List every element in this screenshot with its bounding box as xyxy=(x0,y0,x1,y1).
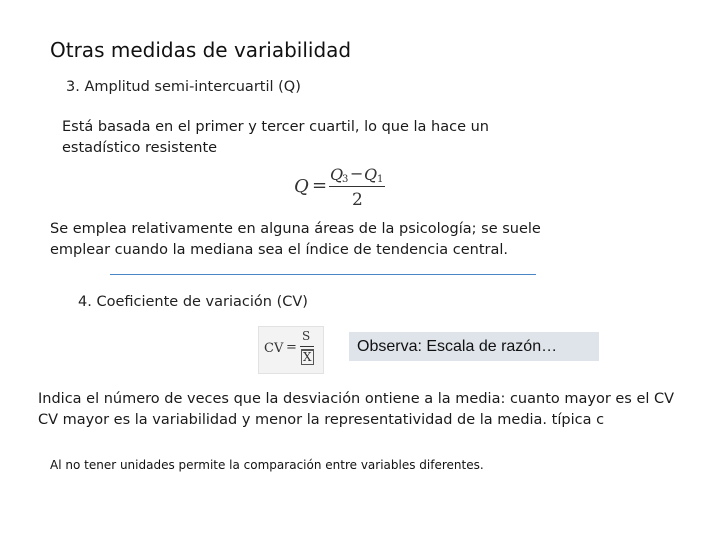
section-3-usage-line-1: Se emplea relativamente en alguna áreas de la psicología; se suele xyxy=(50,221,541,237)
section-4-description-line-1: Indica el número de veces que la desviación ontiene a la media: cuanto mayor es el CV xyxy=(38,391,675,407)
q-formula-minus: − xyxy=(350,164,364,183)
cv-formula xyxy=(258,326,324,374)
page-title: Otras medidas de variabilidad xyxy=(50,38,352,62)
q-formula-q1-subscript: 1 xyxy=(377,174,384,185)
q-formula-denominator: 2 xyxy=(352,190,363,210)
cv-formula-fraction-bar xyxy=(300,346,314,347)
cv-formula-lhs: CV xyxy=(264,341,284,356)
section-3-usage-line-2: emplear cuando la mediana sea el índice de tendencia central. xyxy=(50,242,509,258)
footnote: Al no tener unidades permite la comparación entre variables diferentes. xyxy=(50,458,484,472)
q-formula-equals: = xyxy=(312,175,328,196)
q-formula-q1: Q xyxy=(364,165,378,184)
section-3-description-line-1: Está basada en el primer y tercer cuartil, lo que la hace un xyxy=(62,119,489,135)
section-4-heading: 4. Coeficiente de variación (CV) xyxy=(78,294,308,310)
section-4-description-line-2: CV mayor es la variabilidad y menor la representatividad de la media. típica c xyxy=(38,412,605,428)
q-formula-q3-subscript: 3 xyxy=(342,174,349,185)
cv-formula-numerator: S xyxy=(302,329,311,343)
note-box: Observa: Escala de razón… xyxy=(349,332,599,361)
section-3-heading: 3. Amplitud semi-intercuartil (Q) xyxy=(66,79,301,95)
q-formula-q3: Q xyxy=(330,165,344,184)
cv-formula-denominator: X xyxy=(303,350,312,364)
cv-formula-equals: = xyxy=(286,340,297,355)
section-3-description-line-2: estadístico resistente xyxy=(62,140,218,156)
q-formula-fraction-bar xyxy=(329,186,385,187)
q-formula xyxy=(292,163,392,213)
section-divider xyxy=(110,274,536,275)
q-formula-lhs: Q xyxy=(294,176,309,197)
